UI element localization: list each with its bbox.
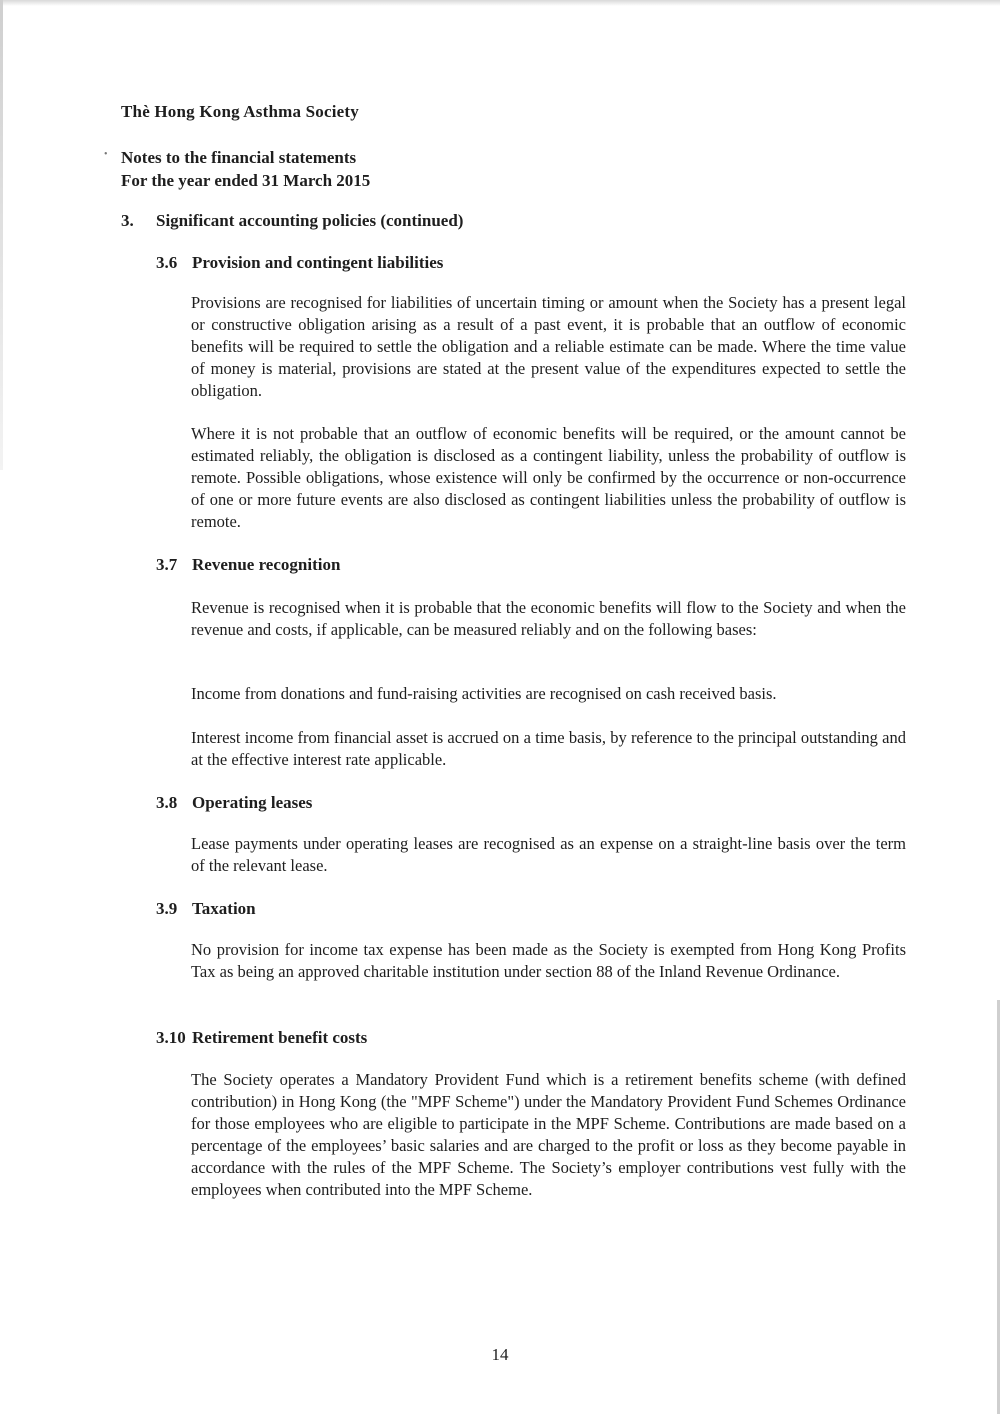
paragraph: Lease payments under operating leases are recognised as an expense on a straight-line basis over the term of the relevant lease. xyxy=(191,834,906,875)
paragraph: Provisions are recognised for liabilities of uncertain timing or amount when the Society has a present legal or constructive obligation arising as a result of a past event, it is probable that an outflow of economic benefits will be required to settle the obligation and a reliable estimate can be made. Where the time value of money is material, provisions are stated at the present value of the expenditures expected to settle the obligation. xyxy=(191,293,906,400)
subsection-title: Retirement benefit costs xyxy=(192,1028,368,1047)
scan-mark: • xyxy=(104,149,108,160)
paragraph: Income from donations and fund-raising activities are recognised on cash received basis. xyxy=(191,684,777,703)
scan-edge-left xyxy=(0,0,3,470)
paragraph: Where it is not probable that an outflow of economic benefits will be required, or the amount cannot be estimated reliably, the obligation is disclosed as a contingent liability, unless the probability of outflow is remote. Possible obligations, whose existence will only be confirmed by the occurrence or non-occurrence of one or more future events are also disclosed as contingent liabilities unless the probability of outflow is remote. xyxy=(191,424,906,531)
subsection-number: 3.10 xyxy=(156,1028,186,1047)
paragraph: Revenue is recognised when it is probable that the economic benefits will flow to the Society and when the revenue and costs, if applicable, can be measured reliably and on the following bases: xyxy=(191,598,906,639)
notes-title: Notes to the financial statements xyxy=(121,148,357,167)
reporting-period: For the year ended 31 March 2015 xyxy=(121,171,371,190)
subsection-number: 3.9 xyxy=(156,899,178,918)
subsection-number: 3.7 xyxy=(156,555,178,574)
section-title: Significant accounting policies (continued) xyxy=(156,211,464,230)
subsection-title: Revenue recognition xyxy=(192,555,341,574)
subsection-number: 3.6 xyxy=(156,253,178,272)
section-number: 3. xyxy=(121,211,134,230)
page-number: 14 xyxy=(491,1345,509,1364)
subsection-title: Operating leases xyxy=(192,793,313,812)
paragraph: The Society operates a Mandatory Provident Fund which is a retirement benefits scheme (with defined contribution) in Hong Kong (the "MPF Scheme") under the Mandatory Provident Fund Schemes Ordinance for those employees who are eligible to participate in the MPF Scheme. Contributions are made based on a percentage of the employees’ basic salaries and are charged to the profit or loss as they become payable in accordance with the rules of the MPF Scheme. The Society’s employer contributions vest fully with the employees when contributed into the MPF Scheme. xyxy=(191,1070,906,1199)
organization-name: Thè Hong Kong Asthma Society xyxy=(121,102,359,121)
paragraph: Interest income from financial asset is accrued on a time basis, by reference to the principal outstanding and at the effective interest rate applicable. xyxy=(191,728,906,769)
subsection-number: 3.8 xyxy=(156,793,178,812)
subsection-title: Provision and contingent liabilities xyxy=(192,253,444,272)
paragraph: No provision for income tax expense has been made as the Society is exempted from Hong Kong Profits Tax as being an approved charitable institution under section 88 of the Inland Revenue Ordinance. xyxy=(191,940,906,981)
scan-edge-top xyxy=(0,0,1000,6)
subsection-title: Taxation xyxy=(192,899,256,918)
